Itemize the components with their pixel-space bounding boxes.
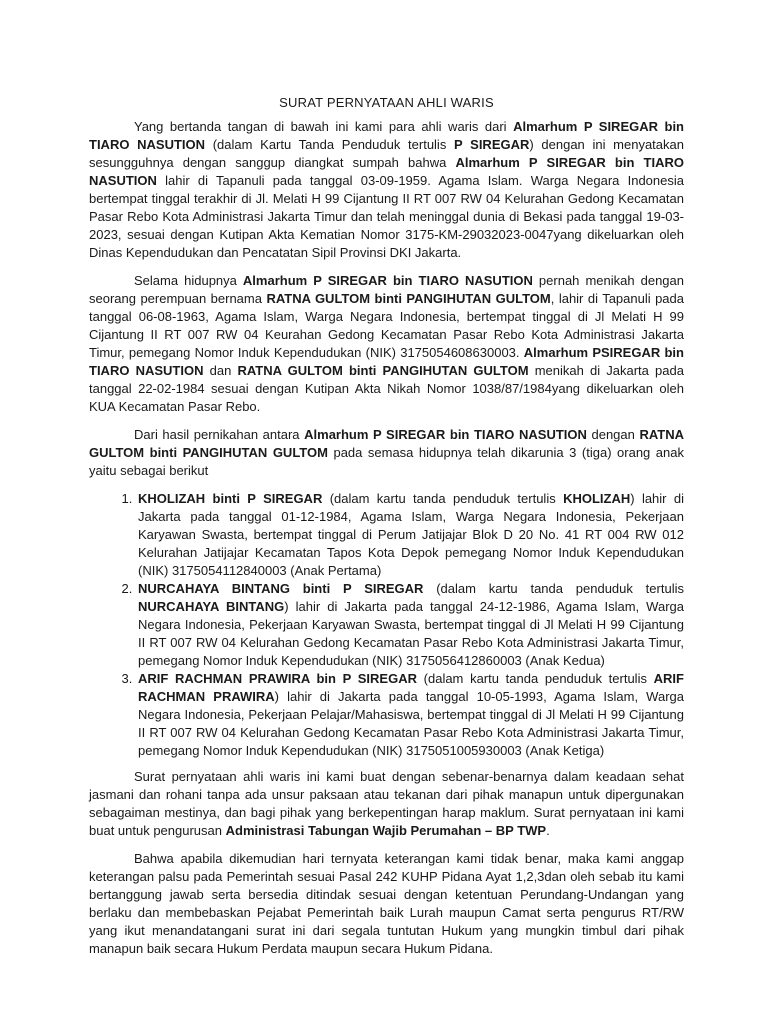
text-run: (dalam kartu tanda penduduk tertulis [416,671,654,686]
bold-text-run: Almarhum P SIREGAR bin TIARO NASUTION [304,427,587,442]
text-run: Bahwa apabila dikemudian hari ternyata keterangan kami tidak benar, maka kami anggap keterangan palsu pada Pemerintah sesuai Pasal 242 KUHP Pidana Ayat 1,2,3dan oleh sebab itu kami bertanggung jawab serta bersedia ditindak sesuai dengan ketentuan Perundang-Undangan yang berlaku dan membebaskan Pejabat Pemerintah baik Lurah maupun Camat serta pengurus RT/RW yang ikut menandatangani surat ini dari segala tuntutan Hukum yang mungkin timbul dari pihak manapun baik secara Hukum Perdata maupun secara Hukum Pidana. [89,851,684,956]
bold-text-run: KHOLIZAH [563,491,631,506]
text-run: dengan [586,427,640,442]
text-run: (dalam kartu tanda penduduk tertulis [322,491,564,506]
text-run: ) lahir di Jakarta pada tanggal 01-12-1984, Agama Islam, Warga Negara Indonesia, Pekerjaan Karyawan Swasta, bertempat tinggal di Perum Jatijajar Blok D 20 No. 41 RT 004 RW 012 Kelurahan Jatijajar Kecamatan Tapos Kota Depok pemegang Nomor Induk Kependudukan (NIK) 3175054112840003 (Anak Pertama) [138,491,684,578]
paragraph-children-intro [89,426,684,480]
paragraph-liability [89,850,684,958]
bold-text-run: Almarhum P SIREGAR bin TIARO NASUTION [242,273,533,288]
bold-text-run: Almarhum P SIREGAR bin TIARO NASUTION [89,155,684,188]
text-run: Selama hidupnya [134,273,243,288]
text-run: Yang bertanda tangan di bawah ini kami para ahli waris dari [134,119,514,134]
bold-text-run: ARIF RACHMAN PRAWIRA bin P SIREGAR [138,671,417,686]
text-run: lahir di Tapanuli pada tanggal 03-09-1959. Agama Islam. Warga Negara Indonesia bertempat tinggal terakhir di Jl. Melati H 99 Cijantung II RT 007 RW 04 Kelurahan Gedong Kecamatan Pasar Rebo Kota Administrasi Jakarta Timur dan telah meninggal dunia di Bekasi pada tanggal 19-03-2023, sesuai dengan Kutipan Akta Kematian Nomor 3175-KM-29032023-0047yang dikeluarkan oleh Dinas Kependudukan dan Pencatatan Sipil Provinsi DKI Jakarta. [89,173,684,260]
bold-text-run: NURCAHAYA BINTANG [138,599,285,614]
text-run: (dalam kartu tanda penduduk tertulis [423,581,684,596]
paragraph-deceased-identity [89,118,684,262]
text-run: (dalam Kartu Tanda Penduduk tertulis [205,137,455,152]
text-run: , lahir di Tapanuli pada tanggal 06-08-1963, Agama Islam, Warga Negara Indonesia, bertempat tinggal di Jl Melati H 99 Cijantung II RT 007 RW 04 Keurahan Gedong Kecamatan Pasar Rebo Kota Administrasi Jakarta Timur, pemegang Nomor Induk Kependudukan (NIK) 3175054608630003. [89,291,684,360]
text-run: dan [203,363,238,378]
bold-text-run: KHOLIZAH binti P SIREGAR [138,491,323,506]
text-run: ) dengan ini menyatakan sesungguhnya dengan sanggup diangkat sumpah bahwa [89,137,684,170]
text-run: pernah menikah dengan seorang perempuan bernama [89,273,684,306]
bold-text-run: RATNA GULTOM binti PANGIHUTAN GULTOM [237,363,529,378]
bold-text-run: RATNA GULTOM binti PANGIHUTAN GULTOM [89,427,684,460]
text-run: . [546,823,550,838]
list-item-child-2 [136,580,684,670]
bold-text-run: Almarhum PSIREGAR bin TIARO NASUTION [89,345,684,378]
bold-text-run: Administrasi Tabungan Wajib Perumahan – BP TWP [225,823,547,838]
bold-text-run: P SIREGAR [454,137,530,152]
text-run: ) lahir di Jakarta pada tanggal 24-12-1986, Agama Islam, Warga Negara Indonesia, Pekerjaan Karyawan Swasta, bertempat tinggal di Jl Melati H 99 Cijantung II RT 007 RW 04 Kelurahan Gedong Kecamatan Pasar Rebo Kota Administrasi Jakarta Timur, pemegang Nomor Induk Kependudukan (NIK) 3175056412860003 (Anak Kedua) [138,599,684,668]
text-run: ) lahir di Jakarta pada tanggal 10-05-1993, Agama Islam, Warga Negara Indonesia, Pekerjaan Pelajar/Mahasiswa, bertempat tinggal di Jl Melati H 99 Cijantung II RT 007 RW 04 Kelurahan Gedong Kecamatan Pasar Rebo Kota Administrasi Jakarta Timur, pemegang Nomor Induk Kependudukan (NIK) 3175051005930003 (Anak Ketiga) [138,689,684,758]
text-run: Surat pernyataan ahli waris ini kami buat dengan sebenar-benarnya dalam keadaan sehat jasmani dan rohani tanpa ada unsur paksaan atau tekanan dari pihak manapun untuk dipergunakan sebagaiman mestinya, dan bagi pihak yang berkepentingan harap maklum. Surat pernyataan ini kami buat untuk pengurusan [89,769,684,838]
paragraph-declaration-purpose [89,768,684,840]
bold-text-run: NURCAHAYA BINTANG binti P SIREGAR [138,581,424,596]
bold-text-run: RATNA GULTOM binti PANGIHUTAN GULTOM [266,291,551,306]
bold-text-run: ARIF RACHMAN PRAWIRA [138,671,684,704]
text-run: menikah di Jakarta pada tanggal 22-02-1984 sesuai dengan Kutipan Akta Nikah Nomor 1038/87/1984yang dikeluarkan oleh KUA Kecamatan Pasar Rebo. [89,363,684,414]
text-run: pada semasa hidupnya telah dikarunia 3 (tiga) orang anak yaitu sebagai berikut [89,445,684,478]
list-item-child-1 [136,490,684,580]
list-item-child-3 [136,670,684,760]
paragraph-marriage [89,272,684,416]
children-list [89,490,684,760]
text-run: Dari hasil pernikahan antara [134,427,305,442]
document-title: SURAT PERNYATAAN AHLI WARIS [279,95,494,110]
bold-text-run: Almarhum P SIREGAR bin TIARO NASUTION [89,119,684,152]
